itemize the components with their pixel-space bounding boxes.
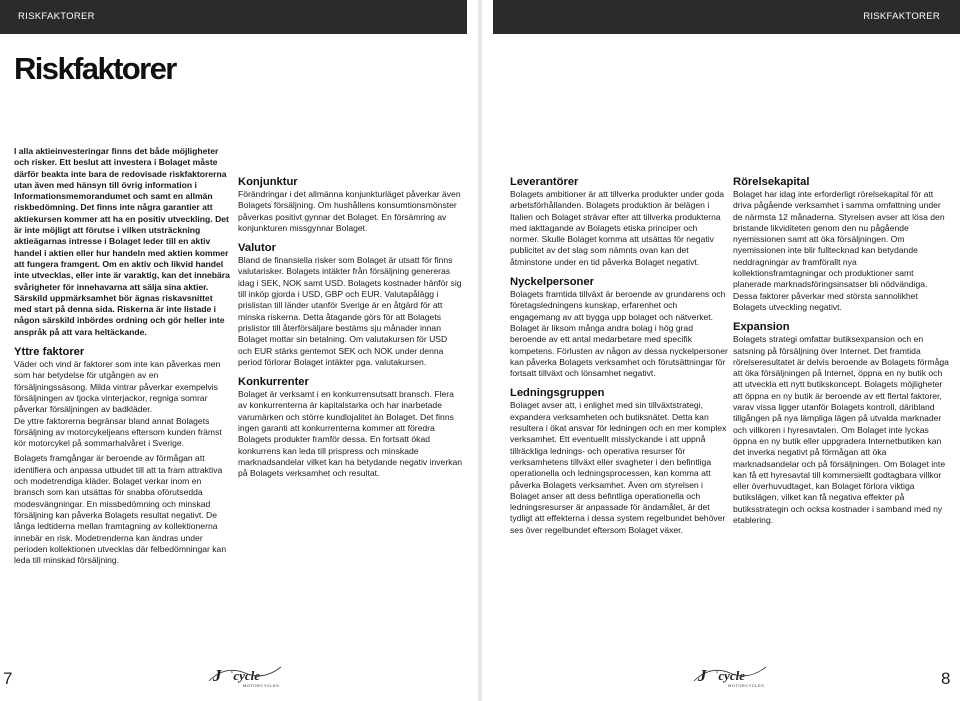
section-heading-konjunktur: Konjunktur bbox=[238, 176, 298, 188]
header-label-left: RISKFAKTORER bbox=[18, 11, 95, 22]
column-2 bbox=[238, 176, 463, 480]
paragraph: Bolaget avser att, i enlighet med sin tillväxtstrategi, expandera verksamheten och butiksnätet. Detta kan resultera i ökat ansvar för ledningen och en mer komplex verksamhet. Ett eventuellt misslyckande i att uppnå tillräckliga lednings- och operativa resurser för verksamhetens tillväxt eller svagheter i den befintliga operationella och ledningsprocessen, kan komma att påverka Bolagets verksamhet. Även om styrelsen i Bolaget anser att dess befintliga operationella och ledningsresurser är anpassade för ändamålet, är det tydligt att effekterna i dessa system regelbundet behöver ses över regelbundet eftersom Bolaget växer. bbox=[510, 400, 727, 535]
column-3 bbox=[510, 176, 728, 536]
paragraph: Bland de finansiella risker som Bolaget är utsatt för finns valutarisker. Bolagets intäkter från försäljning genereras idag i SEK, NOK samt USD. Bolagets kostnader hänför sig till inköp gjorda i USD, GBP och EUR. Valutapålägg i prislistan till länder utanför Sverige är en åtgärd för att minska riskerna. Detta åtagande görs för att Bolagets prislistor till återförsäljare bestäms sju månader innan Bolaget mottar sin betalning. Om valutakursen för USD och EUR stärks gentemot SEK och NOK under denna period förlorar Bolaget intäkter pga. valutakursen. bbox=[238, 255, 462, 367]
section-heading-leverantorer: Leverantörer bbox=[510, 176, 579, 188]
paragraph: Bolagets framgångar är beroende av förmågan att identifiera och anpassa utbudet till att ta fram attraktiva och modetrendiga kläder. Bolaget verkar inom en bransch som kan utsättas för snabba oförutsedda modesvängningar. En missbedömning och minskad försäljning kan påverka Bolagets resultat negativt. De långa ledtiderna mellan framtagning av kollektionerna innebär en risk. Modetrenderna kan ändras under perioden kollektionen utvecklas där felbedömningar kan leda till minskad försäljning. bbox=[14, 453, 227, 566]
header-bar-right bbox=[493, 0, 960, 34]
paragraph: Bolagets strategi omfattar butiksexpansion och en satsning på försäljning över Internet. Det framtida rörelseresultatet är delvis beroende av Bolagets förmåga att öka försäljningen på Internet, öppna en ny butik och att utveckla ett nytt butikskoncept. Bolagets möjligheter att öppna en ny butik är beroende av ett flertal faktorer, varav vissa ligger utanför Bolagets kontroll, däribland tillgången på nya lämpliga lägen på utvalda marknader och villkoren i hyresavtalen. Om Bolaget inte lyckas öppna en ny butik eller uppgradera Internetbutiken kan det inverka negativt på förmågan att öka marknadsandelar och på försäljningen. Om Bolaget inte kan få ett hyresavtal till kommersiellt godtagbara villkor eller överhuvudtaget, kan Bolaget förlora viktiga butikslägen, vilket kan få negativa effekter på butiksstrategin och ocksa kostnader i samband med ny etablering. bbox=[733, 334, 949, 526]
svg-text:ˈcycle: ˈcycle bbox=[714, 668, 746, 683]
paragraph: Bolaget är verksamt i en konkurrensutsatt bransch. Flera av konkurrenterna är kapitalstarka och har inarbetade varumärken och större kundlojalitet än Bolaget. Det finns ingen garanti att konkurrenterna kommer att föredra Bolagets produkter framför dessa. En fortsatt ökad konkurrens kan leda till prispress och minskade marknadsandelar vilket kan ha betydande negativ inverkan på Bolagets verksamhet och resultat. bbox=[238, 389, 463, 479]
paragraph: Bolagets ambitioner är att tillverka produkter under goda arbetsförhållanden. Bolagets produktion är belägen i Italien och Bolaget strävar efter att tillverka produkterna med iakttagande av Bolagets etiska principer och normer. Skulle Bolaget komma att utsättas för negativ publicitet av det slag som nämnts ovan kan det åtminstone under en tid påverka Bolaget negativt. bbox=[510, 189, 725, 267]
paragraph: Bolaget har idag inte erforderligt rörelsekapital för att driva pågående verksamhet i samma omfattning under de närmsta 12 månaderna. Styrelsen avser att lösa den bristande likviditeten genom den nu pågående nyemissionen samt att öka försäljningen. Om nyemissionen inte blir fulltecknad kan betydande neddragningar av framförallt nya kollektionsframtagningar och produktioner samt planerade marknadsföringsinsatser bli nödvändiga. Dessa faktorer påverkar med största sannolikhet Bolagets utveckling negativt. bbox=[733, 189, 945, 312]
page-title: Riskfaktorer bbox=[14, 51, 176, 86]
section-heading-nyckelpersoner: Nyckelpersoner bbox=[510, 276, 594, 289]
paragraph: Väder och vind är faktorer som inte kan påverkas men som har betydelse för utgången av en försäljningssäsong. Milda vintrar påverkar exempelvis försäljningen av tjocka vinterjackor, regniga somrar påverkar försäljningen av badkläder. bbox=[14, 359, 221, 415]
svg-text:J: J bbox=[698, 666, 707, 685]
paragraph: De yttre faktorerna begränsar bland annat Bolagets försäljning av motorcykeljeans eftersom kunden främst kör motorcykel på sommarhalvåret i Sverige. bbox=[14, 415, 222, 449]
svg-text:J: J bbox=[213, 666, 222, 685]
header-bar-left bbox=[0, 0, 467, 34]
page-number-left: 7 bbox=[3, 669, 13, 688]
section-heading-expansion: Expansion bbox=[733, 321, 790, 334]
paragraph: Bolagets framtida tillväxt är beroende av grundarens och företagsledningens kunskap, erfarenhet och engagemang av att bygga upp bolaget och nätverket. Bolaget är liksom många andra bolag i hög grad beroende av ett antal medarbetare med specifik kompetens. Förlusten av någon av dessa nyckelpersoner kan påverka Bolagets verksamhet och förutsättningar för fortsatt tillväxt och lönsamhet negativt. bbox=[510, 289, 728, 379]
section-heading-konkurrenter: Konkurrenter bbox=[238, 376, 309, 389]
section-heading-yttre-faktorer: Yttre faktorer bbox=[14, 346, 85, 359]
section-heading-ledningsgruppen: Ledningsgruppen bbox=[510, 387, 605, 400]
column-1 bbox=[14, 146, 232, 566]
svg-text:MOTORCYCLES: MOTORCYCLES bbox=[728, 683, 765, 688]
page-spine bbox=[478, 0, 482, 701]
svg-text:MOTORCYCLES: MOTORCYCLES bbox=[243, 683, 280, 688]
column-4 bbox=[733, 176, 951, 526]
page-number-right: 8 bbox=[941, 669, 951, 688]
svg-text:ˈcycle: ˈcycle bbox=[229, 668, 261, 683]
header-label-right: RISKFAKTORER bbox=[863, 11, 940, 22]
intro-paragraph: I alla aktieinvesteringar finns det både möjligheter och risker. Ett beslut att investera i Bolaget måste därför beakta inte bara de redovisade riskfaktorerna utan även med hänsyn till övrig information i Informationsmemorandumet och samt en allmän riskbedömning. Det finns inte några garantier att aktiekursen kommer att ha en positiv utveckling. Det är inte möjligt att förutse i vilken utsträckning aktieägarnas intresse i Bolaget leder till en aktiv handel i aktien eller hur handeln med aktien kommer att fungera framgent. Om en aktiv och likvid handel inte utvecklas, eller inte är varaktig, kan det innebära svårigheter för innehavarna att sälja sina aktier. Särskild uppmärksamhet bör ägnas riskavsnittet med start på denna sida. Riskerna är inte listade i någon särskild inbördes ordning och gör heller inte anspråk på att vara heltäckande. bbox=[14, 146, 230, 337]
section-heading-rorelsekapital: Rörelsekapital bbox=[733, 176, 810, 188]
brand-logo-icon bbox=[205, 661, 285, 691]
section-heading-valutor: Valutor bbox=[238, 242, 276, 255]
brand-logo-icon bbox=[690, 661, 770, 691]
paragraph: Förändringar i det allmänna konjunkturläget påverkar även Bolagets försäljning. Om hushållens konsumtionsmönster påverkas positivt gynnar det Bolaget. En försämring av konjunkturen missgynnar Bolaget. bbox=[238, 189, 461, 233]
